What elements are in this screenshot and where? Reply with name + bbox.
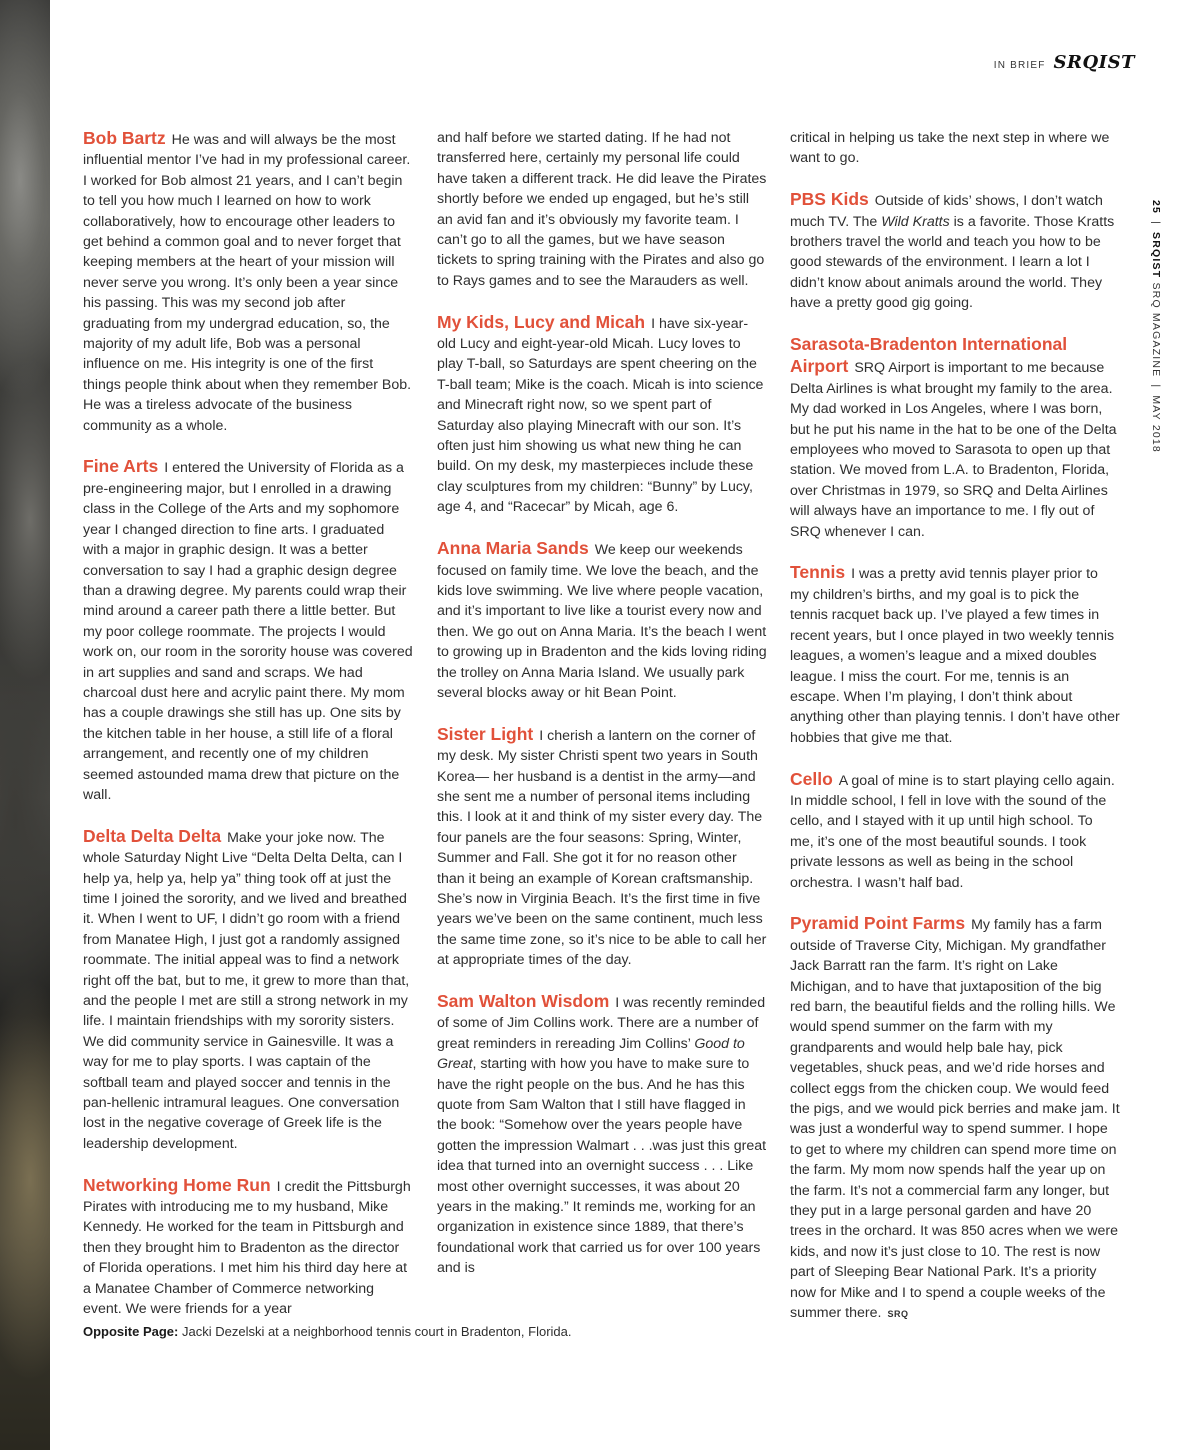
paragraph-text: critical in helping us take the next step in where we want to go. [790,130,1110,167]
article-paragraph [790,562,1120,748]
end-mark: SRQ [887,1309,909,1320]
paragraph-text: My family has a farm outside of Traverse City, Michigan. My grandfather Jack Barratt ran the farm. It’s right on Lake Michigan, and to have that juxtaposition of the big red barn, the beautiful fields and the rolling hills. We would spend summer on the farm with my grandparents and would help bale hay, pick vegetables, shuck peas, and we’d ride horses and collect eggs from the chicken coup. We would feed the pigs, and we would pick berries and make jam. It was just a wonderful way to spend summer. I hope to get to where my children can spend more time on the farm. My mom now spends half the year up on the farm. It’s not a commercial farm any longer, but they put in a large personal garden and have 20 trees in the orchard. It was 850 acres when we were kids, and now it’s just close to 10. The rest is now part of Sleeping Bear National Park. It’s a priority now for Mike and I to spend a couple weeks of the summer there. [790,917,1120,1322]
opposite-page-photo-edge [0,0,50,1450]
section-heading: Sam Walton Wisdom [437,991,610,1011]
photo-caption [83,1324,571,1339]
section-heading: Fine Arts [83,456,159,477]
article-paragraph [437,312,767,518]
article-column-1 [83,128,413,1340]
paragraph-text: He was and will always be the most influential mentor I’ve had in my professional career. I worked for Bob almost 21 years, and I can’t begin to tell you how much I learned on how to work collaboratively, how to encourage other leaders to get behind a common goal and to never forget that keeping members at the heart of your mission will never serve you wrong. It’s only been a year since his passing. This was my second job after graduating from my undergrad education, so, the majority of my adult life, Bob was a personal influence on me. His integrity is one of the first things people think about when they remember Bob. He was a tireless advocate of the business community as a whole. [83,132,412,434]
folio-magazine: SRQ MAGAZINE [1150,282,1162,378]
paragraph-text: SRQ Airport is important to me because Delta Airlines is what brought my family to the area. My dad worked in Los Angeles, where I was born, but he put his name in the hat to be one of the Delta employees who moved to Sarasota to open up that station. We moved from L.A. to Bradenton, Florida, over Christmas in 1979, so SRQ and Delta Airlines will always have an importance to me. I fly out of SRQ whenever I can. [790,360,1117,540]
paragraph-text: A goal of mine is to start playing cello again. In middle school, I fell in love with the sound of the cello, and I stayed with it up until high school. To me, it’s one of the most beautiful sounds. I took private lessons as well as being in the school orchestra. I wasn’t half bad. [790,772,1115,891]
article-paragraph [790,769,1120,893]
article-paragraph [790,334,1120,542]
show-title: Wild Kratts [881,213,950,230]
section-heading: My Kids, Lucy and Micah [437,311,646,332]
article-column-3 [790,128,1120,1345]
section-heading: Sister Light [437,723,534,744]
caption-label: Opposite Page: [83,1324,179,1339]
section-heading: Pyramid Point Farms [790,913,966,934]
book-title: Good to Great [437,1035,745,1073]
article-paragraph [83,826,413,1155]
article-paragraph [83,456,413,805]
page-number: 25 [1150,200,1162,215]
paragraph-text: I was recently reminded of some of Jim Collins work. There are a number of great reminders in rereading Jim Collins’ [437,995,766,1052]
folio-issue: MAY 2018 [1150,395,1162,453]
paragraph-text: Make your joke now. The whole Saturday Night Live “Delta Delta Delta, can I help ya, help ya, help ya” thing took off at just the time I joined the sorority, and we lived and breathed it. When I went to UF, I didn’t go room with a friend from Manatee High, I just got a randomly assigned roommate. The initial appeal was to find a network right off the bat, but to me, it grew to more than that, and the people I met are still a strong network in my life. I maintain friendships with my sorority sisters. We did community service in Gainesville. It was a way for me to play sports. I was captain of the softball team and played soccer and tennis in the pan-hellenic intramural leagues. One conversation lost in the negative coverage of Greek life is the leadership development. [83,829,410,1152]
paragraph-text: We keep our weekends focused on family time. We love the beach, and the kids love swimming. We live where people vacation, and it’s important to live like a tourist every now and then. We go out on Anna Maria. It’s the beach I went to growing up in Bradenton and the kids loving riding the trolley on Anna Maria Island. We usually park several blocks away or hit Bean Point. [437,542,767,701]
paragraph-text: I cherish a lantern on the corner of my desk. My sister Christi spent two years in South Korea— her husband is a dentist in the army—and she sent me a number of personal items including this. I look at it and think of my sister every day. The four panels are the four seasons: Spring, Winter, Summer and Fall. She got it for no reason other than it being an example of Korean craftsmanship. She’s now in Virginia Beach. It’s the first time in five years we’ve been on the same continent, much less the same time zone, so it’s nice to be able to call her at appropriate times of the day. [437,727,767,969]
section-heading: Networking Home Run [83,1174,271,1195]
paragraph-text: and half before we started dating. If he had not transferred here, certainly my personal life could have taken a different track. He did leave the Pirates shortly before we ended up engaged, but he’s still an avid fan and it’s obviously my favorite team. I can’t go to all the games, but we have season tickets to spring training with the Pirates and also go to Rays games and to see the Marauders as well. [437,130,767,289]
section-heading: Tennis [790,562,846,583]
page-header [994,52,1135,73]
article-column-2 [437,128,767,1299]
paragraph-text: is a favorite. Those Kratts brothers travel the world and teach you how to be good stewards of the environment. I learn a lot I didn’t know about animals around the world. They have a pretty good gig going. [790,213,1115,312]
section-heading: Sarasota-Bradenton International Airport [790,334,1068,377]
article-paragraph [790,189,1120,313]
section-heading: Delta Delta Delta [83,825,222,846]
section-heading: Cello [790,768,833,789]
paragraph-text: Outside of kids’ shows, I don’t watch much TV. The [790,193,1103,230]
article-paragraph [437,991,767,1279]
paragraph-text: I entered the University of Florida as a pre-engineering major, but I enrolled in a drawing class in the College of the Arts and my sophomore year I changed direction to fine arts. I graduated with a major in graphic design. It was a better conversation to say I had a graphic design degree than a drawing degree. My parents could wrap their mind around a career path there a little better. But my poor college roommate. The projects I would work on, our room in the sorority house was covered in art supplies and sand and scraps. We had charcoal dust here and acrylic paint there. My mom has a couple drawings she still has up. One sits by the kitchen table in her house, a still life of a floral arrangement, and recently one of my children seemed astounded mama drew that picture on the wall. [83,460,413,803]
article-paragraph [83,1175,413,1320]
article-paragraph [790,128,1120,169]
folio-separator: | [1150,384,1162,389]
paragraph-text: , starting with how you have to make sure to have the right people on the bus. And he has this quote from Sam Walton that I still have flagged in the book: “Somehow over the years people have gotten the impression Walmart . . .was just this great idea that turned into an overnight success . . . Like most other overnight successes, it was about 20 years in the making.” It reminds me, working for an organization in existence since 1889, that there’s foundational work that carried us for over 100 years and is [437,1056,767,1277]
caption-text: Jacki Dezelski at a neighborhood tennis court in Bradenton, Florida. [181,1324,572,1339]
paragraph-text: I credit the Pittsburgh Pirates with introducing me to my husband, Mike Kennedy. He worked for the team in Pittsburgh and then they brought him to Bradenton as the director of Florida operations. I met him his third day here at a Manatee Chamber of Commerce networking event. We were friends for a year [83,1178,411,1318]
article-paragraph [790,913,1120,1324]
article-paragraph [437,128,767,291]
brand-logo: SRQIST [1053,52,1135,73]
section-heading: Bob Bartz [83,128,166,148]
paragraph-text: I have six-year-old Lucy and eight-year-old Micah. Lucy loves to play T-ball, so Saturdays are spent cheering on the T-ball team; Mike is the coach. Micah is into science and Minecraft right now, so we spent part of Saturday also playing Minecraft with our son. It’s often just him showing us what new thing he can build. On my desk, my masterpieces include these clay sculptures from my children: “Bunny” by Lucy, age 4, and “Racecar” by Micah, age 6. [437,315,764,516]
article-paragraph [437,724,767,971]
paragraph-text: I was a pretty avid tennis player prior to my children’s births, and my goal is to pick the tennis racquet back up. I’ve played a few times in recent years, but I once played in two weekly tennis leagues, a women’s league and a mixed doubles league. I miss the court. For me, tennis is an escape. When I’m playing, I don’t think about anything other than playing tennis. I don’t have other hobbies that give me that. [790,566,1120,746]
folio-separator: | [1150,221,1162,226]
section-heading: Anna Maria Sands [437,538,589,559]
article-paragraph [83,128,413,436]
page-folio [1150,200,1162,453]
section-label: IN BRIEF [993,60,1046,71]
section-heading: PBS Kids [790,189,869,210]
article-paragraph [437,538,767,703]
folio-brand: SRQIST [1150,232,1162,279]
